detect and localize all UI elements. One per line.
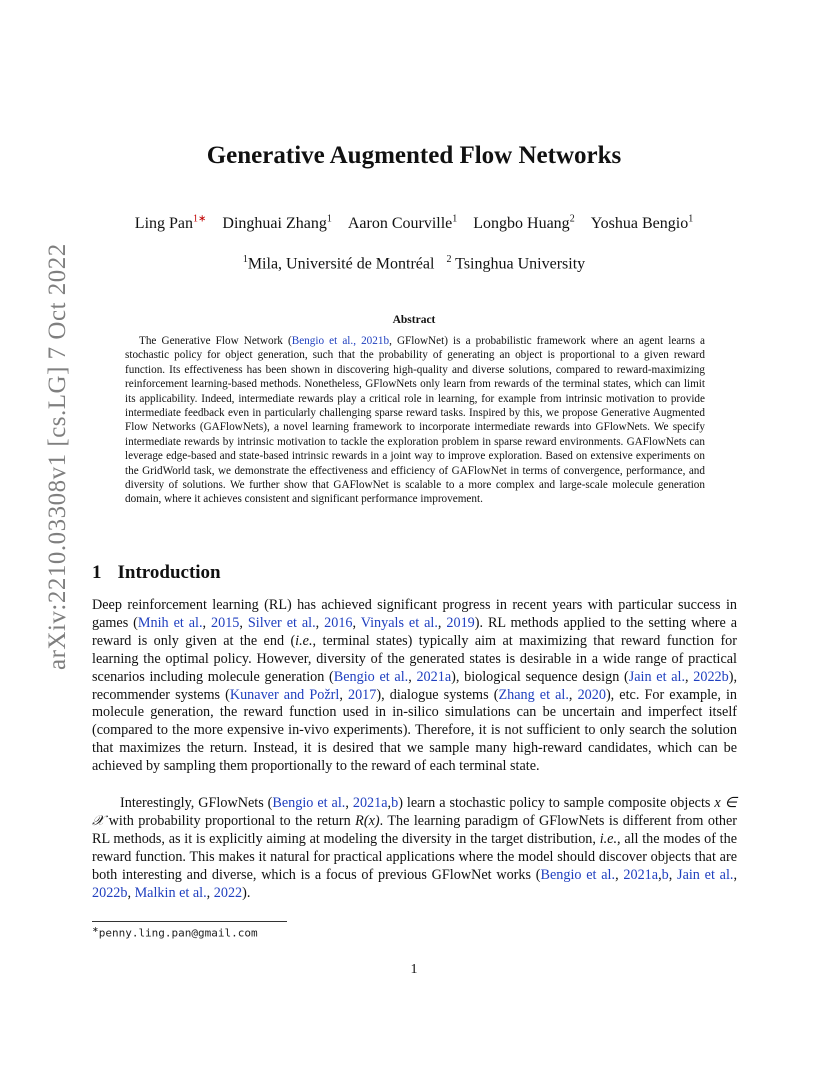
section-heading-introduction bbox=[92, 562, 221, 584]
citation-link[interactable]: Malkin et al. bbox=[134, 884, 207, 901]
text-run: Interestingly, GFlowNets ( bbox=[120, 795, 273, 811]
text-run: , bbox=[615, 866, 624, 883]
citation-link[interactable]: 2022b bbox=[92, 884, 128, 901]
author-longbo-huang bbox=[473, 215, 574, 232]
citation-link[interactable]: 2016 bbox=[324, 614, 353, 631]
author-name: Yoshua Bengio bbox=[590, 215, 689, 233]
citation-link[interactable]: b bbox=[391, 795, 399, 811]
author-affiliation-mark: 1 bbox=[452, 214, 458, 225]
citation-link[interactable]: Mnih et al. bbox=[137, 614, 203, 631]
text-run: , bbox=[685, 668, 694, 685]
text-run: ), dialogue systems ( bbox=[376, 686, 499, 703]
affiliation-name: Mila, Université de Montréal bbox=[247, 255, 435, 273]
text-run: , terminal states) typically aim at maximizing that reward function for learning the optimal policy. However, diversity of the generated states is desirable in a wide range of practical scenarios including molecule generation ( bbox=[92, 632, 737, 685]
citation-link[interactable]: Bengio et al., 2021b bbox=[291, 335, 390, 347]
text-run: . The learning paradigm of GFlowNets is different from other RL methods, as it is explicitly aiming at modeling the diversity in the target distribution, bbox=[92, 812, 737, 847]
text-run: , bbox=[668, 866, 678, 883]
affiliation-mark: 1 bbox=[242, 254, 248, 265]
citation-link[interactable]: Bengio et al. bbox=[272, 795, 346, 811]
text-run: ), recommender systems ( bbox=[92, 668, 737, 703]
citation-link[interactable]: 2017 bbox=[347, 686, 377, 703]
footnote-mark: ∗ bbox=[92, 925, 99, 934]
author-name: Dinghuai Zhang bbox=[222, 215, 327, 233]
text-run: , bbox=[239, 614, 248, 631]
text-run: ). RL methods applied to the setting where a reward is only given at the end ( bbox=[92, 614, 738, 649]
citation-link[interactable]: Vinyals et al. bbox=[360, 614, 438, 631]
text-run: , bbox=[202, 614, 212, 631]
text-run: , bbox=[387, 795, 392, 811]
text-run: , bbox=[206, 884, 214, 901]
text-run: ), biological sequence design ( bbox=[451, 668, 629, 685]
footnote-text: penny.ling.pan@gmail.com bbox=[98, 926, 258, 940]
text-run: , bbox=[127, 884, 135, 901]
text-run: , bbox=[733, 866, 738, 883]
citation-link[interactable]: Bengio et al. bbox=[540, 866, 616, 883]
citation-link[interactable]: Bengio et al. bbox=[333, 668, 409, 685]
footnote-divider bbox=[92, 921, 287, 922]
author-name: Longbo Huang bbox=[473, 215, 570, 233]
citation-link[interactable]: 2020 bbox=[577, 686, 606, 703]
text-run: ). bbox=[242, 884, 251, 901]
text-run: , bbox=[345, 795, 353, 811]
text-run: , bbox=[339, 686, 348, 703]
author-ling-pan bbox=[135, 215, 207, 232]
author-dinghuai-zhang bbox=[222, 215, 331, 232]
arxiv-identifier-stamp: arXiv:2210.03308v1 [cs.LG] 7 Oct 2022 bbox=[44, 243, 71, 670]
author-affiliation-mark: 2 bbox=[569, 214, 575, 225]
text-run: , bbox=[437, 614, 447, 631]
text-run: , bbox=[315, 614, 325, 631]
author-name: Aaron Courville bbox=[347, 215, 453, 233]
page-number: 1 bbox=[410, 962, 418, 977]
text-run: , bbox=[568, 686, 578, 703]
author-aaron-courville bbox=[348, 215, 457, 232]
text-run: ), etc. For example, in molecule generation, the reward function used in in-silico simulations can be uncertain and imperfect itself (compared to the more expensive in-vivo experiments). Therefore, it is not sufficient to only search the solution that maximizes the return. Instead, it is desired that we sample many high-reward candidates, which can be achieved by sampling them proportionally to the reward of each terminal state. bbox=[92, 686, 738, 775]
citation-link[interactable]: Zhang et al. bbox=[498, 686, 569, 703]
author-affiliation-mark: 1 bbox=[688, 214, 694, 225]
affiliation-name: Tsinghua University bbox=[455, 255, 586, 273]
citation-link[interactable]: 2021a bbox=[416, 668, 452, 685]
intro-paragraph-1 bbox=[92, 597, 737, 776]
text-run: ) learn a stochastic policy to sample composite objects bbox=[398, 795, 715, 811]
text-run: , bbox=[658, 866, 662, 883]
section-number: 1 bbox=[92, 562, 102, 583]
author-affiliation-mark[interactable]: 1∗ bbox=[193, 214, 207, 225]
italic-abbrev: i.e. bbox=[295, 632, 313, 649]
footnote-email bbox=[92, 925, 258, 940]
author-name: Ling Pan bbox=[134, 215, 194, 233]
section-title: Introduction bbox=[117, 562, 221, 583]
math-expression: R(x) bbox=[355, 812, 380, 829]
citation-link[interactable]: Silver et al. bbox=[247, 614, 316, 631]
affiliations bbox=[0, 254, 828, 273]
text-run: The Generative Flow Network ( bbox=[139, 335, 292, 347]
citation-link[interactable]: 2015 bbox=[211, 614, 240, 631]
paper-title: Generative Augmented Flow Networks bbox=[206, 142, 622, 169]
text-run: , bbox=[408, 668, 417, 685]
citation-link[interactable]: b bbox=[661, 866, 669, 883]
citation-link[interactable]: Jain et al. bbox=[628, 668, 685, 685]
text-run: , all the modes of the reward function. This makes it natural for practical applications where the model should discover objects that are both interesting and diverse, which is a focus of previous GFlowNet works ( bbox=[92, 830, 737, 883]
citation-link[interactable]: Kunaver and Požrl bbox=[229, 686, 340, 703]
italic-abbrev: i.e. bbox=[599, 830, 618, 847]
math-expression: x ∈ 𝒳 bbox=[92, 795, 737, 829]
text-run: , bbox=[352, 614, 361, 631]
citation-link[interactable]: 2019 bbox=[446, 614, 475, 631]
citation-link[interactable]: 2021a bbox=[352, 795, 388, 811]
citation-link[interactable]: Jain et al. bbox=[677, 866, 734, 883]
citation-link[interactable]: 2021a bbox=[623, 866, 659, 883]
author-list bbox=[0, 214, 828, 233]
abstract-heading: Abstract bbox=[392, 314, 436, 326]
text-run: , GFlowNet) is a probabilistic framework where an agent learns a stochastic policy for object generation, such that the probability of generating an object is proportional to a given reward function. Its effectiveness has been shown in discovering high-quality and diverse solutions, compared to reward-maximizing reinforcement learning-based methods. Nonetheless, GFlowNets only learn from rewards of the terminal states, which can limit its applicability. Indeed, intermediate rewards play a critical role in learning, for example from intrinsic motivation to provide intermediate feedback even in particularly challenging sparse reward tasks. Inspired by this, we propose Generative Augmented Flow Networks (GAFlowNets), a novel learning framework to incorporate intermediate rewards into GFlowNets. We specify intermediate rewards by intrinsic motivation to tackle the exploration problem in sparse reward environments. GAFlowNets can leverage edge-based and state-based intrinsic rewards in a joint way to improve exploration. Based on extensive experiments on the GridWorld task, we demonstrate the effectiveness and efficiency of GAFlowNet in terms of convergence, performance, and diversity of solutions. We further show that GAFlowNet is scalable to a more complex and large-scale molecule generation domain, where it achieves consistent and significant performance improvement. bbox=[125, 335, 706, 506]
author-affiliation-mark: 1 bbox=[326, 214, 332, 225]
author-yoshua-bengio bbox=[591, 215, 694, 232]
text-run: with probability proportional to the return bbox=[104, 812, 356, 829]
citation-link[interactable]: 2022b bbox=[693, 668, 729, 685]
text-run: Deep reinforcement learning (RL) has achieved significant progress in recent years with particular success in games ( bbox=[92, 597, 737, 631]
abstract-text bbox=[125, 334, 705, 507]
intro-paragraph-2 bbox=[92, 795, 737, 902]
citation-link[interactable]: 2022 bbox=[213, 884, 243, 901]
affiliation-mark: 2 bbox=[446, 254, 452, 265]
